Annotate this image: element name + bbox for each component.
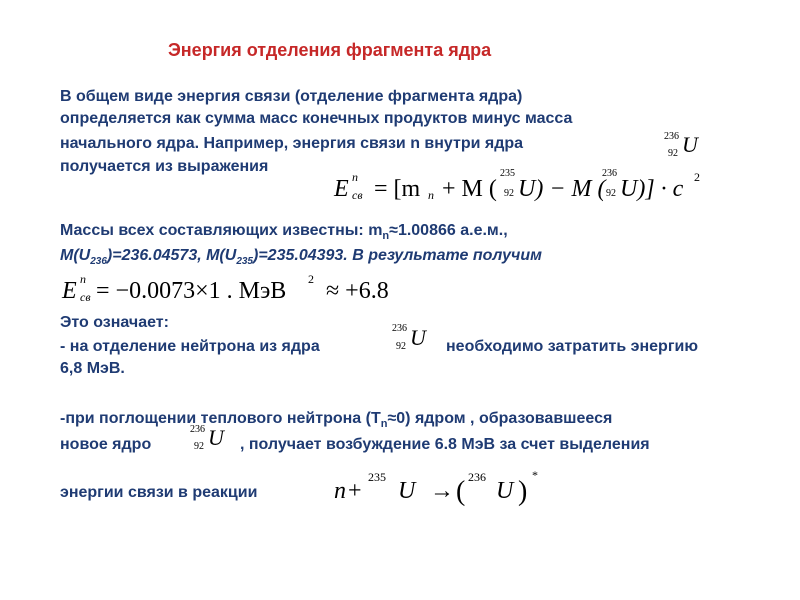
paragraph4-line2b: , получает возбуждение 6.8 МэВ за счет выделения: [240, 436, 650, 453]
paragraph1-line3: начального ядра. Например, энергия связи n внутри ядра: [60, 135, 524, 152]
formula-reaction: n + 235 U → ( 236 U ) *: [334, 468, 538, 507]
paragraph3-line2b: необходимо затратить энергию: [446, 338, 698, 355]
paragraph4-line2a: новое ядро: [60, 436, 152, 453]
paragraph1-line1: В общем виде энергия связи (отделение фрагмента ядра): [60, 88, 523, 105]
nuclide-u236-2: 236 92 U: [392, 323, 426, 352]
paragraph2-line1: Массы всех составляющих известны: $m_n\approx 1.00866$ а.е.м.,: [60, 222, 508, 243]
paragraph1-line4: получается из выражения: [60, 158, 269, 175]
paragraph3-line2a: - на отделение нейтрона из ядра: [60, 338, 320, 355]
paragraph4-line3: энергии связи в реакции: [60, 484, 258, 501]
formula-result: E n св = −0.0073×1 . МэВ 2 ≈ +6.8: [62, 272, 389, 304]
paragraph4-line1: -при поглощении теплового нейтрона $(T_n\approx 0)$ ядром , образовавшееся: [60, 410, 613, 431]
paragraph3-line3: 6,8 МэВ.: [60, 360, 125, 377]
formula-binding-energy: E n св = [m n + M ( 235 92 U) − M ( 236 92 U)] · c 2: [334, 168, 700, 202]
paragraph2-line2: $M(U_{236})=236.04573$, $M(U_{235})=235.04393$. В результате получим: [60, 247, 542, 268]
nuclide-u236-3: 236 92 U: [190, 424, 224, 452]
slide-title: Энергия отделения фрагмента ядра: [168, 40, 492, 60]
nuclide-u236-1: 236 92 U: [664, 131, 698, 159]
paragraph3-line1: Это означает:: [60, 314, 169, 331]
paragraph1-line2: определяется как сумма масс конечных продуктов минус масса: [60, 110, 573, 127]
